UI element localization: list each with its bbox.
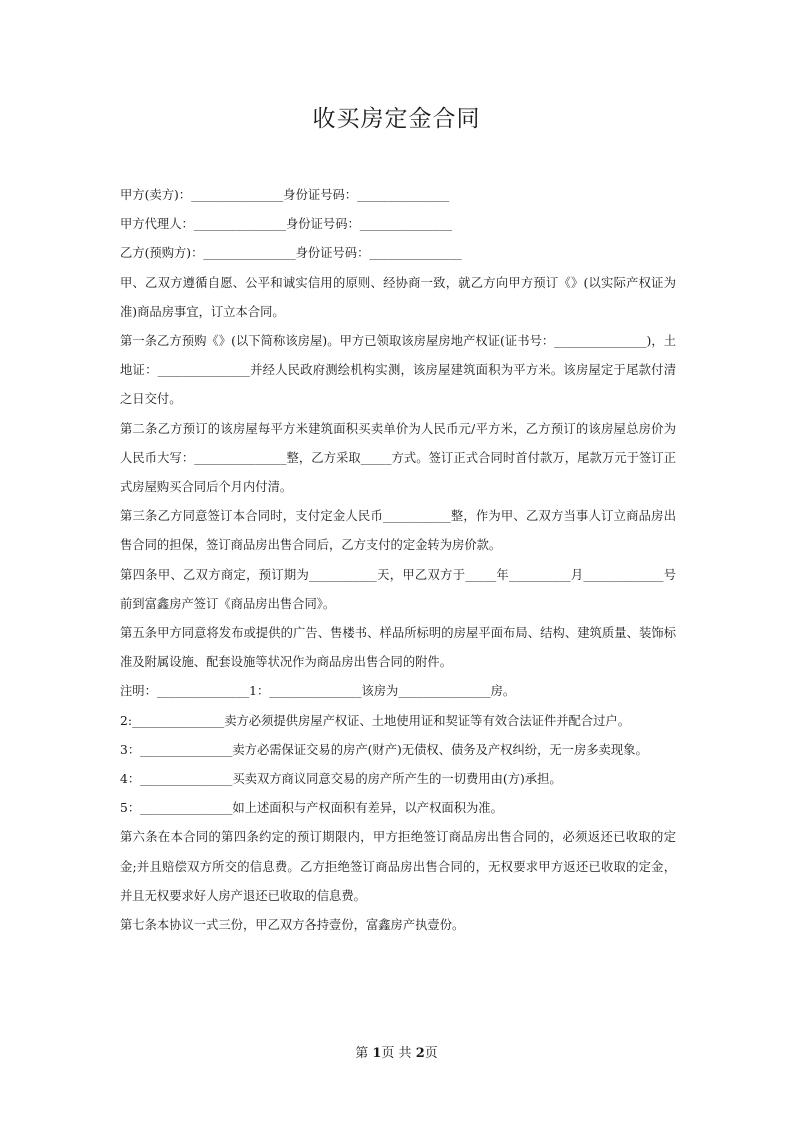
note-line: 注明：_______________1：_______________该房为_______________房。 bbox=[120, 684, 516, 699]
note-item-5: 5：_______________如上述面积与产权面积有差异，以产权面积为准。 bbox=[120, 801, 503, 816]
document-title: 收买房定金合同 bbox=[312, 106, 481, 132]
article-7: 第七条本协议一式三份，甲乙双方各持壹份，富鑫房产执壹份。 bbox=[120, 918, 465, 933]
party-a-agent-line: 甲方代理人：_______________身份证号码：_______________ bbox=[120, 217, 453, 232]
page-prefix: 第 bbox=[355, 1046, 373, 1061]
article-4: 第四条甲、乙双方商定，预订期为___________天，甲乙双方于_____年__________月_____________号前到富鑫房产签订《商品房出售合同》。 bbox=[120, 567, 676, 611]
article-5: 第五条甲方同意将发布或提供的广告、售楼书、样品所标明的房屋平面布局、结构、建筑质量、装饰标准及附属设施、配套设施等状况作为商品房出售合同的附件。 bbox=[120, 626, 676, 670]
page-mid: 页 共 bbox=[381, 1046, 416, 1061]
note-item-4: 4：_______________买卖双方商议同意交易的房产所产生的一切费用由(方)承担。 bbox=[120, 772, 562, 787]
contract-body bbox=[120, 181, 676, 940]
article-6: 第六条在本合同的第四条约定的预订期限内，甲方拒绝签订商品房出售合同的，必须返还已收取的定金;并且赔偿双方所交的信息费。乙方拒绝签订商品房出售合同的，无权要求甲方返还已收取的定金，并且无权要求好人房产退还已收取的信息费。 bbox=[120, 830, 676, 903]
article-3: 第三条乙方同意签订本合同时，支付定金人民币___________整，作为甲、乙双方当事人订立商品房出售合同的担保，签订商品房出售合同后，乙方支付的定金转为房价款。 bbox=[120, 509, 676, 553]
page-current: 1 bbox=[372, 1046, 382, 1061]
page-suffix: 页 bbox=[424, 1046, 438, 1061]
party-b-line: 乙方(预购方)：_______________身份证号码：_______________ bbox=[120, 246, 462, 261]
article-2: 第二条乙方预订的该房屋每平方米建筑面积买卖单价为人民币元/平方米，乙方预订的该房屋总房价为人民币大写：_______________整，乙方采取_____方式。签订正式合同时首付款万，尾款万元于签订正式房屋购买合同后个月内付清。 bbox=[120, 421, 676, 495]
note-item-3: 3：_______________卖方必需保证交易的房产(财产)无债权、债务及产权纠纷，无一房多卖现象。 bbox=[120, 742, 648, 757]
party-a-line: 甲方(卖方)：_______________身份证号码：_______________ bbox=[120, 188, 450, 202]
note-item-2: 2:_______________卖方必须提供房屋产权证、土地使用证和契证等有效合法证件并配合过户。 bbox=[120, 713, 630, 728]
article-1: 第一条乙方预购《》(以下简称该房屋)。甲方已领取该房屋房地产权证(证书号：_______________)，土地证：_______________并经人民政府测绘机构实测，该房屋建筑面积为平方米。该房屋定于尾款付清之日交付。 bbox=[120, 334, 676, 407]
preamble-paragraph: 甲、乙双方遵循自愿、公平和诚实信用的原则、经协商一致，就乙方向甲方预订《》(以实际产权证为准)商品房事宜，订立本合同。 bbox=[120, 275, 676, 319]
page-number-footer bbox=[0, 1042, 793, 1061]
page-total: 2 bbox=[415, 1046, 425, 1061]
